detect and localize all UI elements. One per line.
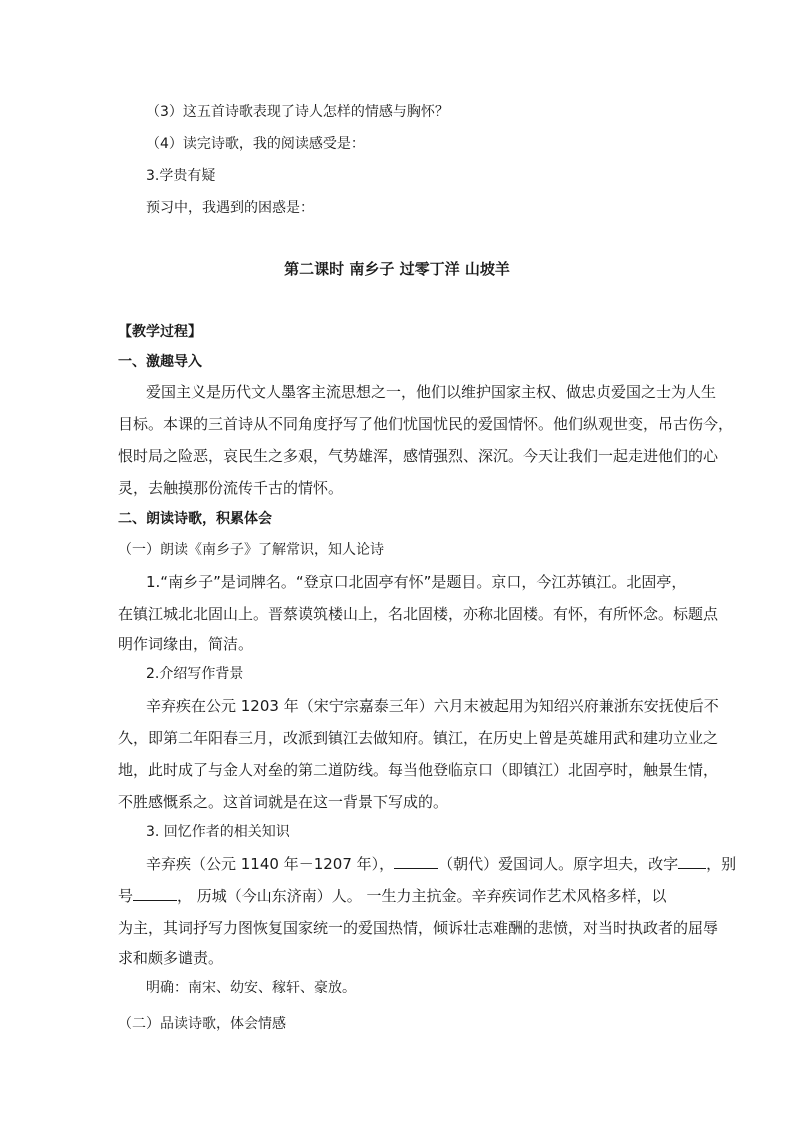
intro-line-2: 目标。本课的三首诗从不同角度抒写了他们忧国忧民的爱国情怀。他们纵观世变，吊古伤今， <box>118 415 734 433</box>
item-3-heading: 3. 回忆作者的相关知识 <box>146 824 290 840</box>
item-3-line-4: 求和颇多谴责。 <box>118 949 224 967</box>
intro-line-3: 恨时局之险恶，哀民生之多艰，气势雄浑，感情强烈、深沉。今天让我们一起走进他们的心 <box>118 447 719 465</box>
question-3: （3）这五首诗歌表现了诗人怎样的情感与胸怀？ <box>146 104 449 120</box>
answer-line: 明确：南宋、幼安、稼轩、豪放。 <box>146 980 356 996</box>
subsection-1-heading: （一）朗读《南乡子》了解常识，知人论诗 <box>118 542 384 558</box>
item-1-line-3: 明作词缘由，简洁。 <box>118 635 254 653</box>
item-3-text-e: ， 历城（今山东济南）人。 一生力主抗金。辛弃疾词作艺术风格多样，以 <box>177 887 667 905</box>
subsection-2-heading: （二）品读诗歌，体会情感 <box>118 1016 286 1032</box>
item-1-line-2: 在镇江城北北固山上。晋蔡谟筑楼山上，名北固楼，亦称北固楼。有怀，有所怀念。标题点 <box>118 605 719 623</box>
process-heading: 【教学过程】 <box>118 324 202 340</box>
item-2-heading: 2.介绍写作背景 <box>146 666 244 682</box>
item-3-text-b: （朝代）爱国词人。原字坦夫，改字 <box>438 855 679 873</box>
fill-blank-dynasty[interactable] <box>394 854 438 869</box>
item-2-line-4: 不胜感慨系之。这首词就是在这一背景下写成的。 <box>118 793 449 811</box>
item-3-text-d: 号 <box>118 887 134 905</box>
item-2-line-2: 久，即第二年阳春三月，改派到镇江去做知府。镇江，在历史上曾是英雄用武和建功立业之 <box>118 729 719 747</box>
step-3-heading: 3.学贵有疑 <box>146 168 216 184</box>
doubt-prompt: 预习中，我遇到的困惑是： <box>146 200 314 216</box>
lesson-title: 第二课时 南乡子 过零丁洋 山坡羊 <box>284 260 510 278</box>
fill-blank-courtesy-name[interactable] <box>678 854 706 869</box>
item-3-text-a: 辛弃疾（公元 1140 年－1207 年）， <box>146 855 395 873</box>
item-2-line-1: 辛弃疾在公元 1203 年（宋宁宗嘉泰三年）六月末被起用为知绍兴府兼浙东安抚使后不 <box>146 697 719 715</box>
section-2-heading: 二、朗读诗歌，积累体会 <box>118 511 272 527</box>
item-2-line-3: 地，此时成了与金人对垒的第二道防线。每当他登临京口（即镇江）北固亭时，触景生情， <box>118 761 719 779</box>
item-3-line-2 <box>118 886 678 906</box>
section-1-heading: 一、激趣导入 <box>118 354 202 370</box>
item-3-text-c: ，别 <box>706 855 737 873</box>
question-4: （4）读完诗歌，我的阅读感受是： <box>146 136 365 152</box>
intro-line-4: 灵，去触摸那份流传千古的情怀。 <box>118 479 344 497</box>
item-3-line-3: 为主，其词抒写力图恢复国家统一的爱国热情，倾诉壮志难酬的悲愤，对当时执政者的屈辱 <box>118 919 719 937</box>
intro-line-1: 爱国主义是历代文人墨客主流思想之一，他们以维护国家主权、做忠贞爱国之士为人生 <box>146 383 717 401</box>
fill-blank-pseudonym[interactable] <box>133 886 177 901</box>
item-1-line-1: 1.“南乡子”是词牌名。“登京口北固亭有怀”是题目。京口，今江苏镇江。北固亭， <box>146 573 687 591</box>
item-3-line-1 <box>146 854 737 874</box>
